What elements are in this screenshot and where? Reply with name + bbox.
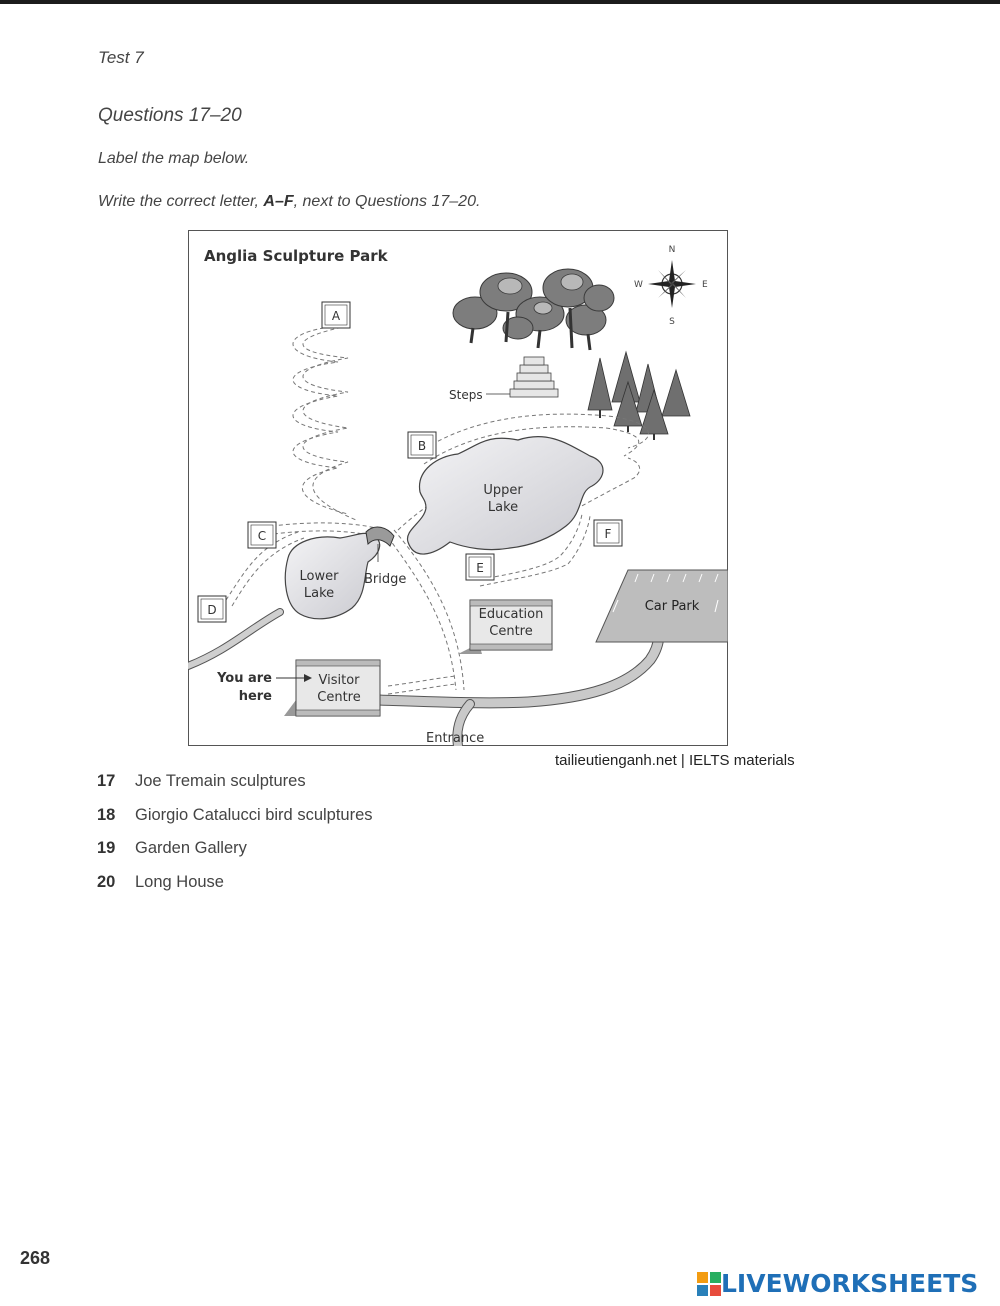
letter-box-b (408, 432, 436, 458)
map-title: Anglia Sculpture Park (204, 247, 388, 265)
top-border (0, 0, 1000, 4)
upper-lake-label-1: Upper (483, 483, 523, 498)
instruction-label-map: Label the map below. (98, 150, 250, 167)
question-text: Giorgio Catalucci bird sculptures (135, 806, 373, 824)
letter-range: A–F (263, 193, 294, 210)
lower-lake-label-2: Lake (303, 586, 335, 601)
you-are-here-label-1: You are (217, 671, 272, 686)
entrance-label: Entrance (426, 731, 485, 746)
steps-label: Steps (449, 388, 483, 402)
question-number: 17 (97, 772, 116, 790)
svg-text:A: A (331, 309, 341, 323)
liveworksheets-logo-text: LIVEWORKSHEETS (721, 1269, 979, 1298)
question-text: Garden Gallery (135, 839, 247, 857)
park-map (188, 230, 728, 746)
question-text: Joe Tremain sculptures (135, 772, 306, 790)
liveworksheets-logo-icon (697, 1272, 721, 1296)
instruction-write-letter: Write the correct letter, A–F, next to Questions 17–20. (98, 193, 481, 210)
letter-box-c (248, 522, 276, 548)
question-item (97, 806, 373, 825)
visitor-centre-building (284, 660, 380, 716)
bridge-label: Bridge (364, 572, 407, 587)
lower-lake-label-1: Lower (299, 569, 339, 584)
upper-lake-label-2: Lake (487, 500, 519, 515)
svg-text:S: S (669, 317, 675, 327)
letter-box-f (594, 520, 622, 546)
question-number: 19 (97, 839, 116, 857)
question-item (97, 873, 224, 892)
education-centre-label-2: Centre (489, 624, 533, 639)
question-text: Long House (135, 873, 224, 891)
letter-box-a (322, 302, 350, 328)
svg-text:B: B (417, 439, 427, 453)
question-item (97, 772, 306, 791)
svg-text:W: W (634, 280, 643, 290)
svg-text:E: E (476, 561, 484, 575)
visitor-centre-label-2: Centre (317, 690, 361, 705)
letter-box-d (198, 596, 226, 622)
test-label: Test 7 (98, 48, 144, 67)
you-are-here-label-2: here (238, 689, 272, 704)
svg-text:N: N (668, 245, 676, 255)
questions-heading: Questions 17–20 (98, 105, 242, 126)
svg-text:F: F (604, 527, 612, 541)
question-number: 20 (97, 873, 116, 891)
car-park-label: Car Park (644, 599, 700, 614)
visitor-centre-label-1: Visitor (318, 673, 360, 688)
svg-text:D: D (207, 603, 217, 617)
liveworksheets-logo[interactable] (697, 1269, 978, 1298)
svg-text:E: E (702, 280, 708, 290)
page-number: 268 (20, 1248, 51, 1268)
education-centre-label-1: Education (478, 607, 544, 622)
letter-box-e (466, 554, 494, 580)
question-item (97, 839, 247, 858)
source-credit: tailieutienganh.net | IELTS materials (555, 752, 795, 769)
svg-text:C: C (257, 529, 267, 543)
question-number: 18 (97, 806, 116, 824)
